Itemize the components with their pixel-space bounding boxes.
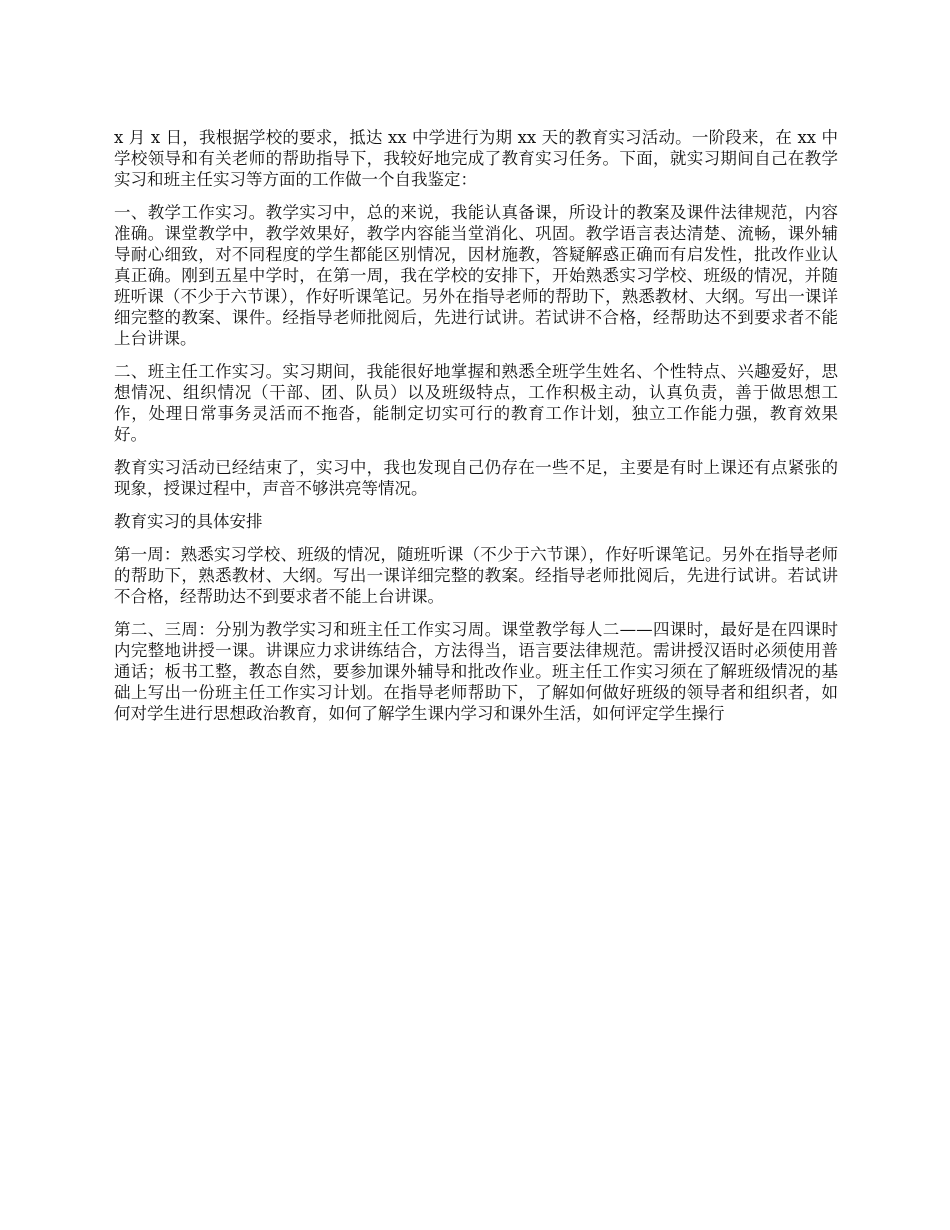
paragraph-intro: x 月 x 日，我根据学校的要求，抵达 xx 中学进行为期 xx 天的教育实习活动。一阶段来，在 xx 中学校领导和有关老师的帮助指导下，我较好地完成了教育实习任务。下面，就实习期间自己在教学实习和班主任实习等方面的工作做一个自我鉴定： — [114, 128, 838, 189]
paragraph-shortcomings: 教育实习活动已经结束了，实习中，我也发现自己仍存在一些不足，主要是有时上课还有点紧张的现象，授课过程中，声音不够洪亮等情况。 — [114, 458, 838, 498]
paragraph-weeks-two-three: 第二、三周：分别为教学实习和班主任工作实习周。课堂教学每人二——四课时，最好是在四课时内完整地讲授一课。讲课应力求讲练结合，方法得当，语言要法律规范。需讲授汉语时必须使用普通话；板书工整，教态自然，要参加课外辅导和批改作业。班主任工作实习须在了解班级情况的基础上写出一份班主任工作实习计划。在指导老师帮助下，了解如何做好班级的领导者和组织者，如何对学生进行思想政治教育，如何了解学生课内学习和课外生活，如何评定学生操行 — [114, 620, 838, 723]
paragraph-head-teacher-practice: 二、班主任工作实习。实习期间，我能很好地掌握和熟悉全班学生姓名、个性特点、兴趣爱好，思想情况、组织情况（干部、团、队员）以及班级特点，工作积极主动，认真负责，善于做思想工作，处理日常事务灵活而不拖沓，能制定切实可行的教育工作计划，独立工作能力强，教育效果好。 — [114, 362, 838, 444]
paragraph-teaching-practice: 一、教学工作实习。教学实习中，总的来说，我能认真备课，所设计的教案及课件法律规范，内容准确。课堂教学中，教学效果好，教学内容能当堂消化、巩固。教学语言表达清楚、流畅，课外辅导耐心细致，对不同程度的学生都能区别情况，因材施教，答疑解惑正确而有启发性，批改作业认真正确。刚到五星中学时，在第一周，我在学校的安排下，开始熟悉实习学校、班级的情况，并随班听课（不少于六节课），作好听课笔记。另外在指导老师的帮助下，熟悉教材、大纲。写出一课详细完整的教案、课件。经指导老师批阅后，先进行试讲。若试讲不合格，经帮助达不到要求者不能上台讲课。 — [114, 203, 838, 348]
document-body — [114, 127, 838, 736]
section-heading-arrangement: 教育实习的具体安排 — [114, 512, 263, 531]
paragraph-week-one: 第一周：熟悉实习学校、班级的情况，随班听课（不少于六节课），作好听课笔记。另外在指导老师的帮助下，熟悉教材、大纲。写出一课详细完整的教案。经指导老师批阅后，先进行试讲。若试讲不合格，经帮助达不到要求者不能上台讲课。 — [114, 545, 838, 606]
